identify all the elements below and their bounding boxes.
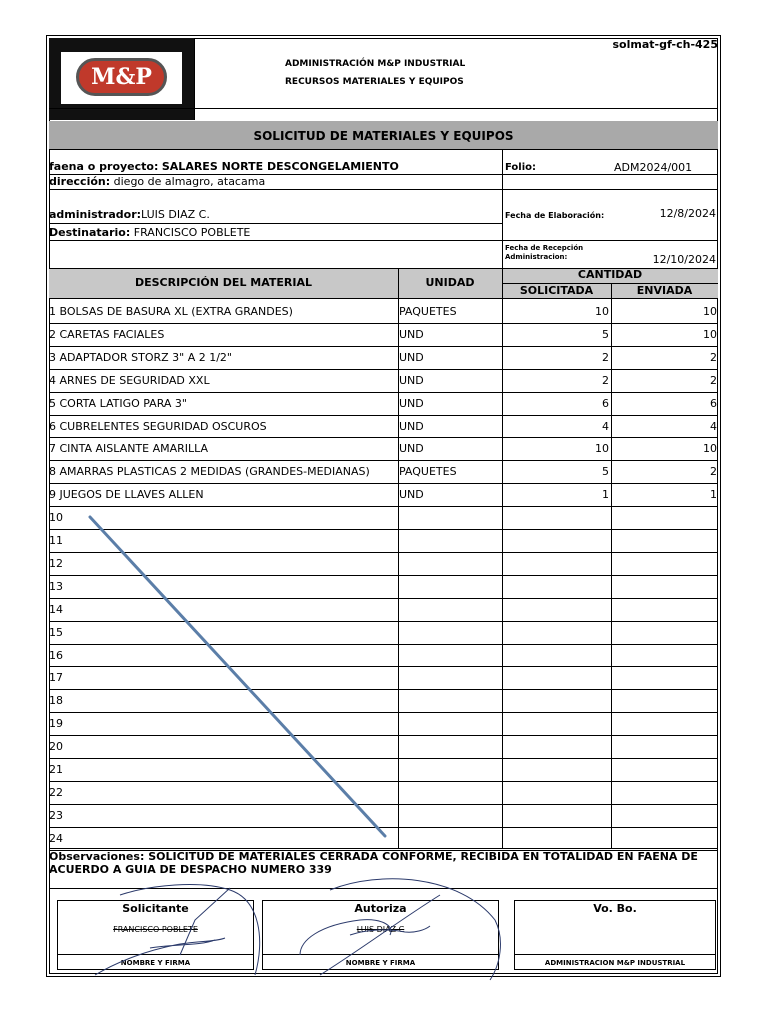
folio-label: Folio: (505, 162, 537, 173)
row-description: 17 (49, 671, 63, 685)
row-sent-qty: 10 (703, 442, 717, 456)
row-requested-qty: 5 (602, 465, 609, 479)
row-requested-qty: 1 (602, 488, 609, 502)
table-row-line (49, 369, 718, 370)
row-unit: UND (399, 350, 424, 364)
date-received-value: 12/10/2024 (652, 253, 716, 266)
row-description: 4 ARNES DE SEGURIDAD XXL (49, 373, 210, 387)
row-sent-qty: 2 (710, 350, 717, 364)
document-code: solmat-gf-ch-425 (612, 38, 718, 51)
org-line-1: ADMINISTRACIÓN M&P INDUSTRIAL (285, 59, 466, 69)
row-description: 24 (49, 831, 63, 845)
row-unit: UND (399, 419, 424, 433)
address-row: dirección: diego de almagro, atacama (49, 175, 266, 188)
row-sent-qty: 2 (710, 373, 717, 387)
row-requested-qty: 6 (602, 396, 609, 410)
authorizer-name: LUIS DIAZ C (356, 925, 405, 934)
table-row-line (49, 689, 718, 690)
row-description: 16 (49, 648, 63, 662)
row-requested-qty: 2 (602, 350, 609, 364)
date-received-label-2: Administracion: (505, 253, 568, 261)
row-unit: PAQUETES (399, 305, 457, 318)
table-row-line (49, 392, 718, 393)
row-requested-qty: 5 (602, 327, 609, 341)
row-unit: UND (399, 396, 424, 410)
requester-title: Solicitante (122, 902, 189, 915)
table-row-line (49, 712, 718, 713)
observations-line-2: ACUERDO A GUIA DE DESPACHO NUMERO 339 (49, 863, 332, 876)
table-row-line (49, 781, 718, 782)
row-requested-qty: 10 (595, 442, 609, 456)
row-description: 18 (49, 694, 63, 708)
row-unit: PAQUETES (399, 465, 457, 479)
table-row-line (49, 827, 718, 828)
row-description: 6 CUBRELENTES SEGURIDAD OSCUROS (49, 419, 267, 433)
row-sent-qty: 1 (710, 488, 717, 502)
row-description: 14 (49, 602, 63, 616)
col-desc-header: DESCRIPCIÓN DEL MATERIAL (134, 276, 312, 289)
org-line-2: RECURSOS MATERIALES Y EQUIPOS (285, 77, 464, 87)
row-unit: UND (399, 442, 424, 456)
table-row-line (49, 735, 718, 736)
table-row-line (49, 346, 718, 347)
col-unit-header: UNIDAD (425, 276, 475, 289)
requester-footer: NOMBRE Y FIRMA (120, 959, 191, 967)
row-description: 1 BOLSAS DE BASURA XL (EXTRA GRANDES) (49, 305, 293, 318)
table-row-line (49, 483, 718, 484)
row-description: 11 (49, 534, 63, 547)
row-unit: UND (399, 488, 424, 502)
row-description: 23 (49, 808, 63, 822)
col-qty-header: CANTIDAD (577, 268, 643, 281)
authorizer-footer: NOMBRE Y FIRMA (345, 959, 416, 967)
row-requested-qty: 2 (602, 373, 609, 387)
table-row-line (49, 804, 718, 805)
row-description: 15 (49, 625, 63, 639)
row-sent-qty: 6 (710, 396, 717, 410)
row-description: 5 CORTA LATIGO PARA 3" (49, 396, 187, 410)
date-created-label: Fecha de Elaboración: (505, 211, 605, 220)
row-sent-qty: 10 (703, 305, 717, 318)
row-description: 8 AMARRAS PLASTICAS 2 MEDIDAS (GRANDES-MEDIANAS) (49, 465, 370, 479)
logo (61, 52, 182, 104)
table-row-line (49, 506, 718, 507)
date-created-value: 12/8/2024 (659, 207, 716, 220)
row-sent-qty: 10 (703, 327, 717, 341)
table-row-line (49, 758, 718, 759)
recipient-row: Destinatario: FRANCISCO POBLETE (49, 226, 251, 239)
approval-footer: ADMINISTRACION M&P INDUSTRIAL (544, 959, 686, 967)
table-row-line (49, 415, 718, 416)
row-requested-qty: 10 (595, 305, 609, 318)
row-description: 9 JUEGOS DE LLAVES ALLEN (49, 488, 204, 502)
date-received-label-1: Fecha de Recepción (505, 244, 584, 252)
row-description: 20 (49, 740, 63, 754)
col-requested-header: SOLICITADA (519, 284, 594, 297)
logo-text: M&P (91, 64, 152, 90)
row-description: 13 (49, 579, 63, 593)
row-sent-qty: 4 (710, 419, 717, 433)
project-row: faena o proyecto: SALARES NORTE DESCONGELAMIENTO (49, 160, 399, 173)
row-sent-qty: 2 (710, 465, 717, 479)
table-row-line (49, 437, 718, 438)
table-row-line (49, 598, 718, 599)
folio-value: ADM2024/001 (614, 161, 693, 174)
table-row-line (49, 575, 718, 576)
row-description: 7 CINTA AISLANTE AMARILLA (49, 442, 209, 456)
observations-line-1: Observaciones: SOLICITUD DE MATERIALES CERRADA CONFORME, RECIBIDA EN TOTALIDAD EN FAENA DE (49, 850, 698, 863)
table-row-line (49, 552, 718, 553)
row-description: 10 (49, 511, 63, 525)
table-row-line (49, 644, 718, 645)
row-description: 12 (49, 556, 63, 570)
table-row-line (49, 323, 718, 324)
row-description: 2 CARETAS FACIALES (49, 327, 165, 341)
authorizer-title: Autoriza (354, 902, 407, 915)
requester-name: FRANCISCO POBLETE (113, 925, 198, 934)
row-description: 19 (49, 717, 63, 731)
row-description: 3 ADAPTADOR STORZ 3" A 2 1/2" (49, 350, 232, 364)
table-row-line (49, 529, 718, 530)
row-unit: UND (399, 327, 424, 341)
table-row-line (49, 460, 718, 461)
col-sent-header: ENVIADA (636, 284, 693, 297)
table-row-line (49, 666, 718, 667)
row-requested-qty: 4 (602, 419, 609, 433)
table-row-line (49, 621, 718, 622)
approval-title: Vo. Bo. (593, 902, 637, 915)
row-unit: UND (399, 373, 424, 387)
row-description: 21 (49, 763, 63, 776)
admin-row: administrador:LUIS DIAZ C. (49, 208, 210, 221)
form-title: SOLICITUD DE MATERIALES Y EQUIPOS (253, 129, 514, 143)
row-description: 22 (49, 785, 63, 799)
